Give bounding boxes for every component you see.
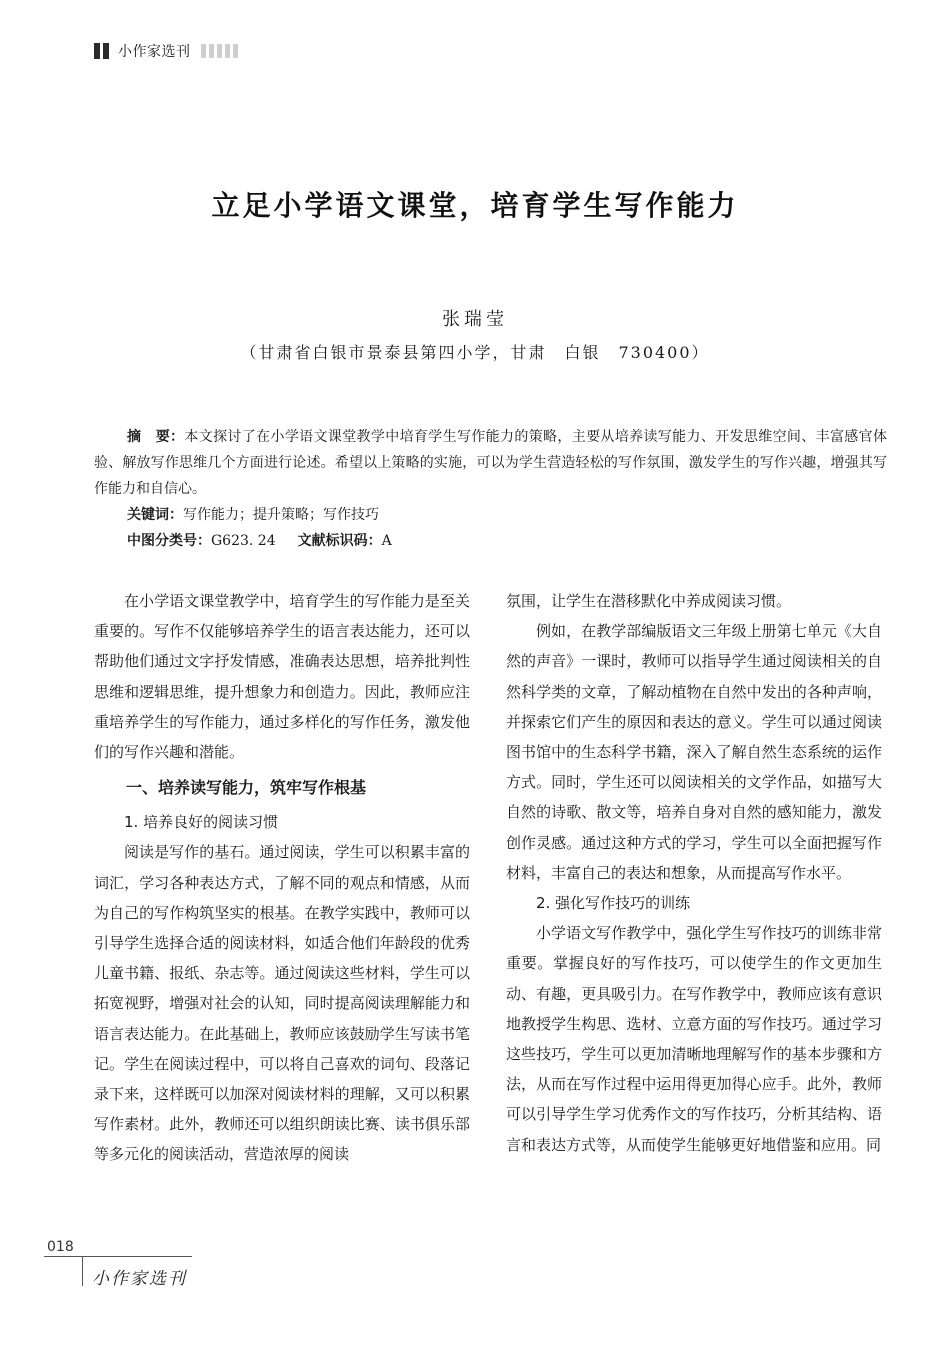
author-affiliation: （甘肃省白银市景泰县第四小学，甘肃 白银 730400） (240, 343, 710, 362)
body-paragraph: 阅读是写作的基石。通过阅读，学生可以积累丰富的词汇，学习各种表达方式，了解不同的观点和情感，从而为自己的写作构筑坚实的根基。在教学实践中，教师可以引导学生选择合适的阅读材料，如适合他们年龄段的优秀儿童书籍、报纸、杂志等。通过阅读这些材料，学生可以拓宽视野，增强对社会的认知，同时提高阅读理解能力和语言表达能力。在此基础上，教师应该鼓励学生写读书笔记。学生在阅读过程中，可以将自己喜欢的词句、段落记录下来，这样既可以加深对阅读材料的理解，又可以积累写作素材。此外，教师还可以组织朗读比赛、读书俱乐部等多元化的阅读活动，营造浓厚的阅读 (94, 843, 470, 1164)
intro-paragraph: 在小学语文课堂教学中，培育学生的写作能力是至关重要的。写作不仅能够培养学生的语言表达能力，还可以帮助他们通过文字抒发情感，准确表达思想，培养批判性思维和逻辑思维，提升想象力和创造力。因此，教师应注重培养学生的写作能力，通过多样化的写作任务，激发他们的写作兴趣和潜能。 (94, 592, 470, 762)
header-bar-mark (209, 44, 214, 58)
author-name: 张瑞莹 (442, 309, 508, 330)
header-bar-mark (225, 44, 230, 58)
header-bar-mark (94, 43, 100, 59)
keywords-line (94, 502, 887, 528)
abstract-block (94, 424, 887, 554)
abstract-label: 摘 要： (127, 429, 185, 445)
header-bar-mark (217, 44, 222, 58)
running-header (94, 41, 241, 61)
journal-name: 小作家选刊 (118, 44, 191, 60)
header-bar-mark (233, 44, 238, 58)
body-right-column (506, 586, 882, 1160)
keywords-label: 关键词： (127, 507, 183, 523)
continued-paragraph: 氛围，让学生在潜移默化中养成阅读习惯。 (506, 592, 792, 610)
abstract-paragraph (94, 424, 887, 502)
article-title: 立足小学语文课堂，培育学生写作能力 (211, 189, 739, 222)
keywords-text: 写作能力；提升策略；写作技巧 (183, 507, 379, 523)
subsection-heading-2: 2. 强化写作技巧的训练 (536, 894, 691, 913)
footer-rule (44, 1256, 192, 1257)
header-bar-mark (103, 43, 109, 59)
doc-code-value: A (381, 533, 392, 549)
abstract-text: 本文探讨了在小学语文课堂教学中培育学生写作能力的策略，主要从培养读写能力、开发思维空间、丰富感官体验、解放写作思维几个方面进行论述。希望以上策略的实施，可以为学生营造轻松的写作氛围，激发学生的写作兴趣，增强其写作能力和自信心。 (94, 429, 888, 497)
clc-label: 中图分类号： (127, 533, 211, 549)
body-paragraph: 小学语文写作教学中，强化学生写作技巧的训练非常重要。掌握良好的写作技巧，可以使学生的作文更加生动、有趣，更具吸引力。在写作教学中，教师应该有意识地教授学生构思、选材、立意方面的写作技巧。通过学习这些技巧，学生可以更加清晰地理解写作的基本步骤和方法，从而在写作过程中运用得更加得心应手。此外，教师可以引导学生学习优秀作文的写作技巧，分析其结构、语言和表达方式等，从而使学生能够更好地借鉴和应用。同 (506, 924, 882, 1154)
example-paragraph: 例如，在教学部编版语文三年级上册第七单元《大自然的声音》一课时，教师可以指导学生通过阅读相关的自然科学类的文章，了解动植物在自然中发出的各种声响，并探索它们产生的原因和表达的意义。学生可以通过阅读图书馆中的生态科学书籍，深入了解自然生态系统的运作方式。同时，学生还可以阅读相关的文学作品，如描写大自然的诗歌、散文等，培养自身对自然的感知能力，激发创作灵感。通过这种方式的学习，学生可以全面把握写作材料，丰富自己的表达和想象，从而提高写作水平。 (506, 622, 882, 882)
clc-value: G623. 24 (211, 533, 276, 549)
subsection-heading-1: 1. 培养良好的阅读习惯 (124, 813, 279, 832)
header-bar-mark (201, 44, 206, 58)
section-heading-1: 一、培养读写能力，筑牢写作根基 (126, 778, 367, 798)
footer-vertical-rule (82, 1256, 83, 1286)
doc-code-label: 文献标识码： (297, 533, 382, 549)
body-left-column (94, 586, 470, 1170)
classification-line (94, 528, 887, 554)
footer-journal-logo: 小作家选刊 (92, 1269, 187, 1289)
page-number: 018 (47, 1239, 74, 1255)
